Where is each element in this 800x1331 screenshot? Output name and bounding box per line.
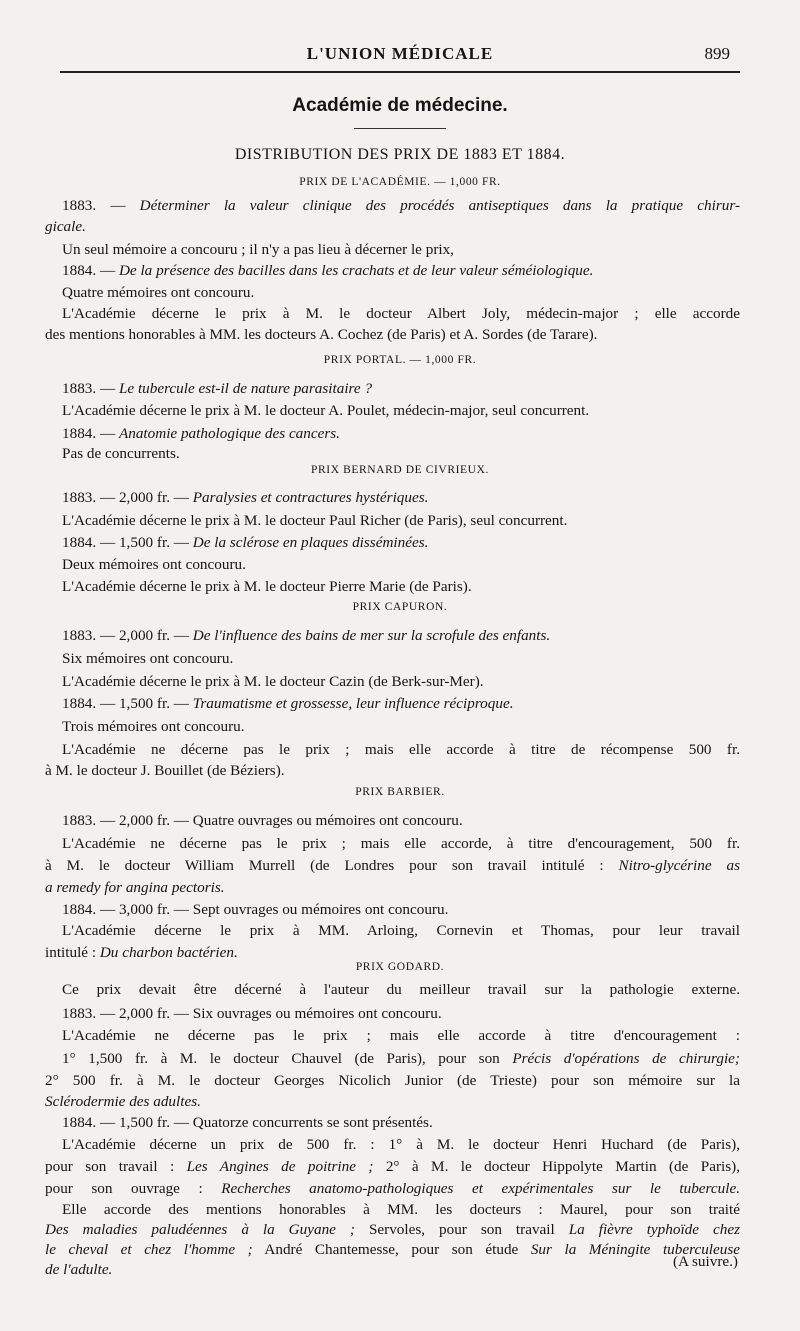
italic-title: Anatomie pathologique des cancers. [118,425,340,442]
italic-title: gicale. [45,218,86,235]
line-text: 1883. — 2,000 fr. — Quatre ouvrages ou mémoires ont concouru. [62,812,463,829]
text-line [62,922,740,940]
prize-heading: PRIX PORTAL. — 1,000 FR. [323,354,477,366]
line-text: pour son travail : [45,1158,187,1175]
line-text: 1° 1,500 fr. à M. le docteur Chauvel (de Paris), pour son [62,1050,513,1067]
line-text: L'Académie décerne le prix à MM. Arloing, Cornevin et Thomas, pour leur travail [62,922,740,939]
text-line [62,627,740,645]
line-text: Ce prix devait être décerné à l'auteur du meilleur travail sur la pathologie externe. [62,981,740,998]
text-line [62,718,740,736]
italic-title: De la sclérose en plaques disséminées. [192,534,429,551]
line-text: L'Académie décerne le prix à M. le docteur Pierre Marie (de Paris). [62,578,472,595]
line-text: Pas de concurrents. [62,445,180,462]
italic-title: Le tubercule est-il de nature parasitaire ? [118,380,373,397]
text-line [62,445,740,463]
text-line [62,241,740,259]
text-line [45,218,740,236]
line-text: Deux mémoires ont concouru. [62,556,246,573]
italic-title: Sur la Méningite tuberculeuse [530,1241,740,1258]
text-line [45,762,740,780]
text-line [62,305,740,323]
text-line [62,534,740,552]
line-text: L'Académie décerne un prix de 500 fr. : 1° à M. le docteur Henri Huchard (de Paris), [62,1136,740,1153]
text-line [62,1050,740,1068]
line-text: pour son ouvrage : [45,1180,222,1197]
running-head [0,42,800,66]
line-text: L'Académie ne décerne pas le prix ; mais elle accorde, à titre d'encouragement, 500 fr. [62,835,740,852]
text-line [62,380,740,398]
line-text: Quatre mémoires ont concouru. [62,284,255,301]
text-line [62,197,740,215]
text-line [62,695,740,713]
line-text: Un seul mémoire a concouru ; il n'y a pas lieu à décerner le prix, [62,241,454,258]
line-text: 1884. — 1,500 fr. — [62,695,193,712]
italic-title: De la présence des bacilles dans les crachats et de leur valeur séméiologique. [118,262,594,279]
text-line [45,944,740,962]
italic-title: de l'adulte. [45,1261,113,1278]
line-text-after: André Chantemesse, pour son étude [252,1241,531,1258]
text-line [45,326,740,344]
line-text: Trois mémoires ont concouru. [62,718,245,735]
text-line [62,402,740,420]
line-text: 1883. — 2,000 fr. — [62,627,193,644]
line-text: Six mémoires ont concouru. [62,650,234,667]
prize-heading: PRIX BERNARD DE CIVRIEUX. [311,464,489,476]
line-text-after: Servoles, pour son travail [354,1221,569,1238]
text-line [62,835,740,853]
to-be-continued: (A suivre.) [673,1253,738,1270]
text-line [62,1114,740,1132]
line-text: 1884. — 3,000 fr. — Sept ouvrages ou mémoires ont concouru. [62,901,449,918]
text-line [62,1005,740,1023]
text-line [62,650,740,668]
text-line [45,1241,740,1259]
section-heading: Académie de médecine. [292,95,508,116]
line-text: des mentions honorables à MM. les docteurs A. Cochez (de Paris) et A. Sordes (de Tarare). [45,326,598,343]
text-line [45,1072,740,1090]
line-text: à M. le docteur William Murrell (de Londres pour son travail intitulé : [45,857,619,874]
prize-heading: PRIX GODARD. [355,961,445,973]
line-text: 1884. — [62,262,119,279]
text-line [62,1201,740,1219]
text-line [62,284,740,302]
italic-title: Traumatisme et grossesse, leur influence réciproque. [192,695,514,712]
text-line [62,741,740,759]
text-line [62,489,740,507]
heading-rule [354,128,446,129]
line-text: 1884. — [62,425,119,442]
text-line [62,1027,740,1045]
text-line [62,425,740,443]
text-line [45,1093,740,1111]
text-line [62,262,740,280]
italic-title: Déterminer la valeur clinique des procédés antiseptiques dans la pratique chirur- [139,197,740,214]
prize-heading: PRIX DE L'ACADÉMIE. — 1,000 FR. [299,176,501,188]
italic-title: Du charbon bactérien. [99,944,238,961]
text-line [62,1136,740,1154]
italic-title: La fièvre typhoïde chez [568,1221,740,1238]
italic-title: Précis d'opérations de chirurgie; [512,1050,740,1067]
line-text: 1883. — 2,000 fr. — [62,489,193,506]
distribution-title: DISTRIBUTION DES PRIX DE 1883 ET 1884. [234,146,566,163]
line-text: 1883. — [62,380,119,397]
text-line [62,812,740,830]
line-text: L'Académie ne décerne pas le prix ; mais elle accorde à titre d'encouragement : [62,1027,740,1044]
text-line [62,901,740,919]
text-line [62,578,740,596]
line-text: L'Académie décerne le prix à M. le docteur A. Poulet, médecin-major, seul concurrent. [62,402,590,419]
italic-title: Recherches anatomo-pathologiques et expérimentales sur le tubercule. [221,1180,740,1197]
line-text: L'Académie ne décerne pas le prix ; mais elle accorde à titre de récompense 500 fr. [62,741,740,758]
italic-title: Les Angines de poitrine ; [186,1158,374,1175]
line-text: 1884. — 1,500 fr. — Quatorze concurrents se sont présentés. [62,1114,433,1131]
header-rule [60,71,740,73]
line-text-after: 2° à M. le docteur Hippolyte Martin (de Paris), [373,1158,740,1175]
text-line [62,512,740,530]
italic-title: le cheval et chez l'homme ; [45,1241,253,1258]
line-text: Elle accorde des mentions honorables à MM. les docteurs : Maurel, pour son traité [62,1201,740,1218]
italic-title: Paralysies et contractures hystériques. [192,489,429,506]
line-text: intitulé : [45,944,100,961]
text-line [62,556,740,574]
journal-title: L'UNION MÉDICALE [306,44,494,63]
prize-heading: PRIX BARBIER. [355,786,445,798]
italic-title: Des maladies paludéennes à la Guyane ; [45,1221,355,1238]
line-text: L'Académie décerne le prix à M. le docteur Albert Joly, médecin-major ; elle accorde [62,305,740,322]
italic-title: De l'influence des bains de mer sur la scrofule des enfants. [192,627,551,644]
line-text: à M. le docteur J. Bouillet (de Béziers). [45,762,285,779]
prize-heading: PRIX CAPURON. [352,601,448,613]
text-line [45,1158,740,1176]
line-text: 2° 500 fr. à M. le docteur Georges Nicolich Junior (de Trieste) pour son mémoire sur la [45,1072,740,1089]
text-line [45,879,740,897]
text-line [45,857,740,875]
line-text: L'Académie décerne le prix à M. le docteur Cazin (de Berk-sur-Mer). [62,673,484,690]
text-line [45,1221,740,1239]
italic-title: Sclérodermie des adultes. [45,1093,201,1110]
text-line [62,981,740,999]
line-text: 1883. — 2,000 fr. — Six ouvrages ou mémoires ont concouru. [62,1005,442,1022]
line-text: 1884. — 1,500 fr. — [62,534,193,551]
italic-title: a remedy for angina pectoris. [45,879,225,896]
line-text: L'Académie décerne le prix à M. le docteur Paul Richer (de Paris), seul concurrent. [62,512,568,529]
line-text: 1883. — [62,197,140,214]
text-line [62,673,740,691]
text-line [45,1180,740,1198]
text-line [45,1261,740,1279]
page-number: 899 [704,44,730,63]
italic-title: Nitro-glycérine as [618,857,740,874]
